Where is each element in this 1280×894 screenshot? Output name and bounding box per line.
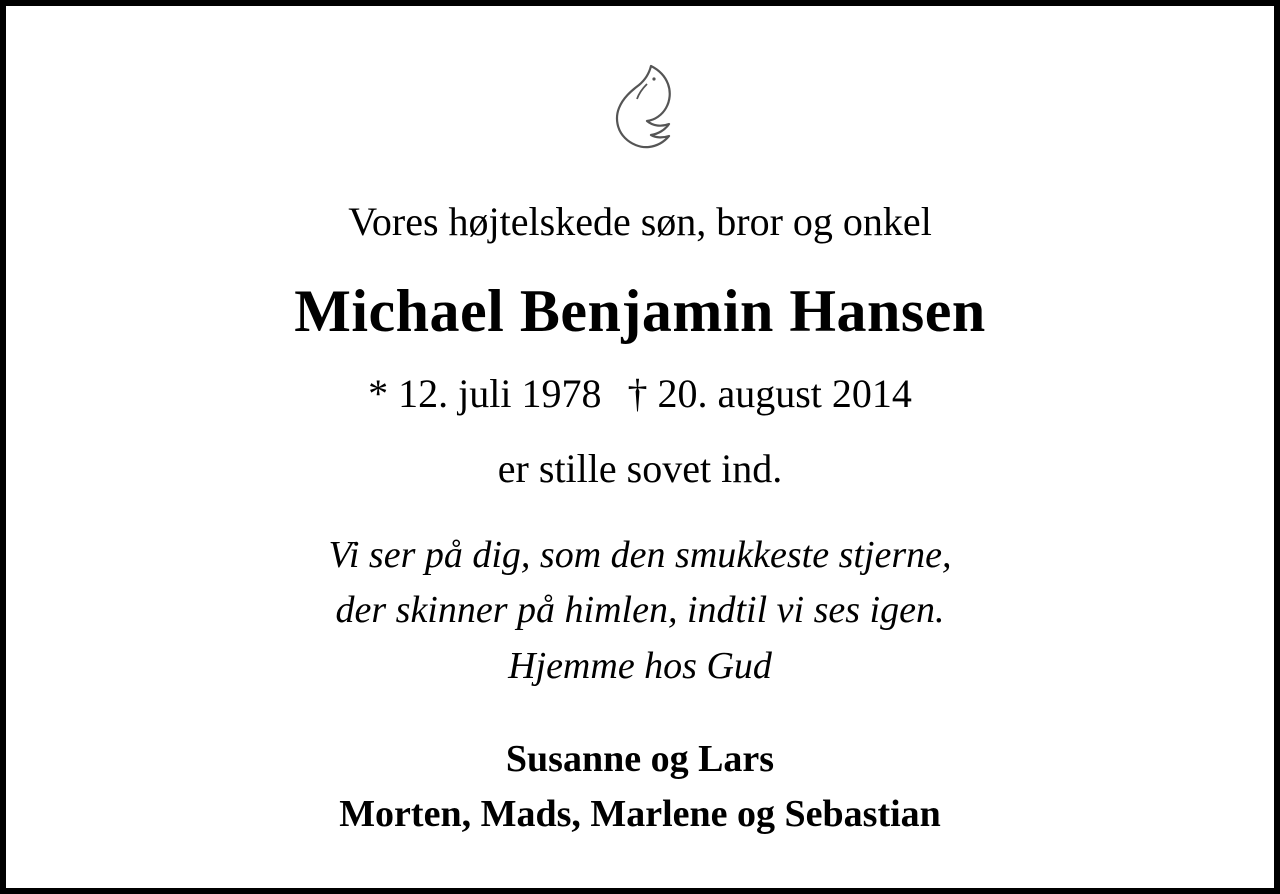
signature-line: Morten, Mads, Marlene og Sebastian — [339, 792, 941, 835]
dove-icon — [585, 58, 695, 168]
signature-block — [339, 732, 941, 842]
verse-line: Vi ser på dig, som den smukkeste stjerne, — [328, 534, 952, 577]
memorial-verse — [328, 528, 951, 693]
verse-line: Hjemme hos Gud — [508, 644, 772, 687]
signature-line: Susanne og Lars — [505, 737, 775, 780]
verse-line: der skinner på himlen, indtil vi ses igen. — [335, 589, 945, 632]
deceased-name: Michael Benjamin Hansen — [294, 278, 986, 345]
intro-text: Vores højtelskede søn, bror og onkel — [348, 199, 932, 244]
death-date: † 20. august 2014 — [627, 370, 912, 416]
life-dates — [368, 372, 912, 415]
passing-line: er stille sovet ind. — [497, 446, 783, 492]
birth-date: * 12. juli 1978 — [368, 370, 602, 416]
